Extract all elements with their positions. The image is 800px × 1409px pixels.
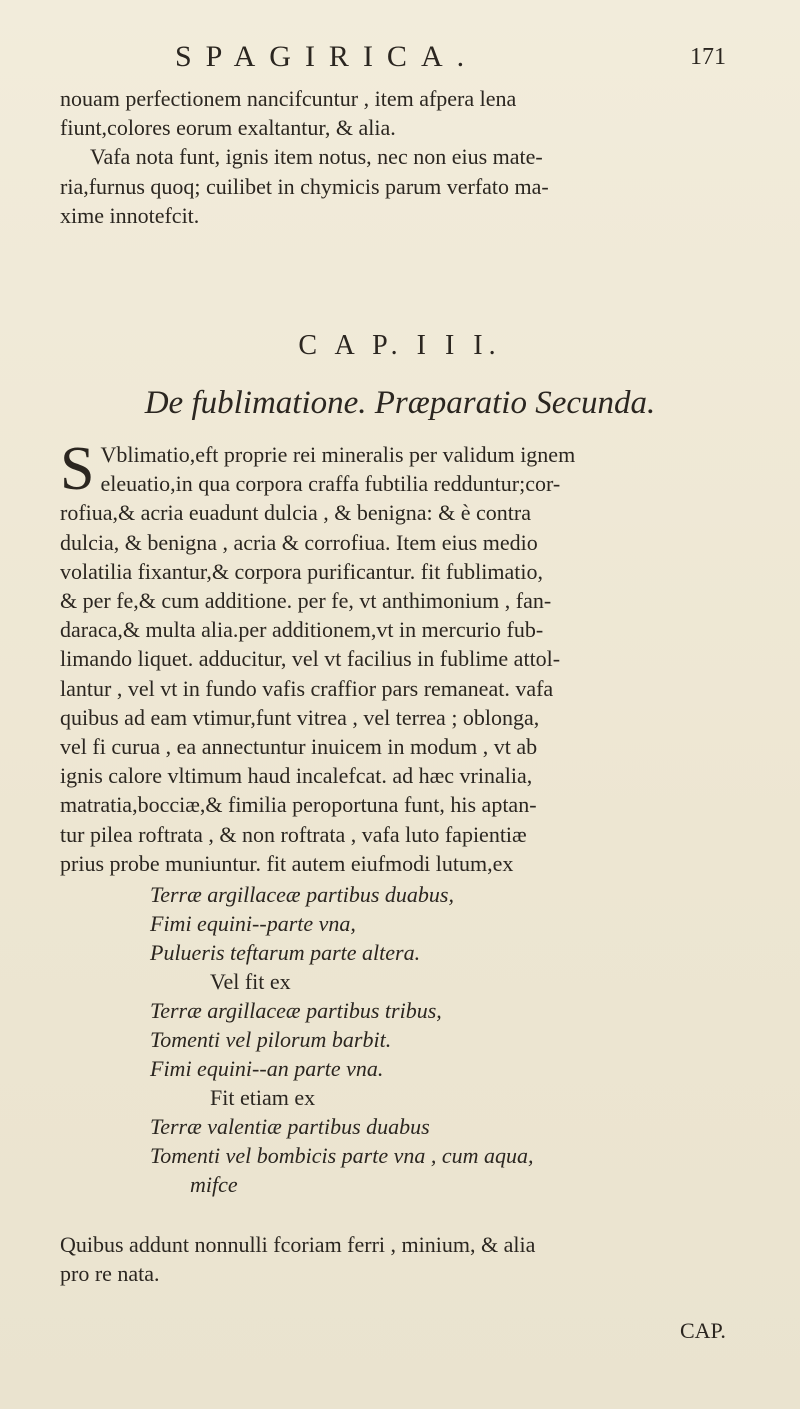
text-line: eleuatio,in qua corpora craffa fubtilia redduntur;cor- [100,471,561,497]
top-text-block [60,84,750,230]
recipe-line: Terræ argillaceæ partibus duabus, [150,882,454,907]
text-line: pro re nata. [60,1261,160,1287]
recipe-line: mifce [190,1172,238,1197]
text-line: matratia,bocciæ,& fimilia peroportuna funt, his aptan- [60,792,537,818]
running-head: SPAGIRICA. [175,40,479,73]
drop-cap: S [60,435,95,503]
text-line: nouam perfectionem nancifcuntur , item afpera lena [60,86,517,111]
text-line: vel fi curua , ea annectuntur inuicem in modum , vt ab [60,734,538,760]
recipe-line: Fit etiam ex [210,1085,316,1110]
page-number: 171 [690,44,726,70]
recipe-list [150,880,770,1199]
closing-paragraph [60,1230,760,1288]
text-line: volatilia fixantur,& corpora purificantur. fit fublimatio, [60,558,543,584]
text-line: Vblimatio,eft proprie rei mineralis per validum ignem [100,442,576,467]
text-line: limando liquet. adducitur, vel vt facilius in fublime attol- [60,646,561,672]
text-line: ignis calore vltimum haud incalefcat. ad hæc vrinalia, [60,763,533,789]
recipe-line: Tomenti vel pilorum barbit. [150,1027,392,1052]
text-line: & per fe,& cum additione. per fe, vt anthimonium , fan- [60,588,552,614]
text-line: tur pilea roftrata , & non roftrata , vafa luto fapientiæ [60,821,527,847]
text-line: dulcia, & benigna , acria & corrofiua. Item eius medio [60,529,538,555]
catchword: CAP. [680,1318,726,1343]
recipe-line: Tomenti vel bombicis parte vna , cum aqua, [150,1143,534,1168]
text-line: Quibus addunt nonnulli fcoriam ferri , minium, & alia [60,1232,536,1257]
text-line: lantur , vel vt in fundo vafis craffior pars remaneat. vafa [60,675,554,701]
recipe-line: Terræ valentiæ partibus duabus [150,1114,430,1139]
text-line: rofiua,& acria euadunt dulcia , & benigna: & è contra [60,500,531,526]
page-header [0,40,800,80]
recipe-line: Pulueris teftarum parte altera. [150,940,421,965]
recipe-line: Fimi equini--an parte vna. [150,1056,384,1081]
text-line: prius probe muniuntur. fit autem eiufmodi lutum,ex [60,850,514,876]
main-paragraph [60,435,760,878]
text-line: Vafa nota funt, ignis item notus, nec non eius mate- [90,144,543,170]
recipe-line: Fimi equini--parte vna, [150,911,356,936]
text-line: xime innotefcit. [60,202,200,228]
text-line: fiunt,colores eorum exaltantur, & alia. [60,115,396,141]
chapter-heading: C A P. I I I. [298,330,502,361]
text-line: daraca,& multa alia.per additionem,vt in mercurio fub- [60,617,544,643]
recipe-line: Terræ argillaceæ partibus tribus, [150,998,442,1023]
chapter-title: De fublimatione. Præparatio Secunda. [144,385,656,421]
text-line: ria,furnus quoq; cuilibet in chymicis parum verfato ma- [60,173,549,199]
recipe-line: Vel fit ex [210,969,291,994]
text-line: quibus ad eam vtimur,funt vitrea , vel terrea ; oblonga, [60,704,540,730]
